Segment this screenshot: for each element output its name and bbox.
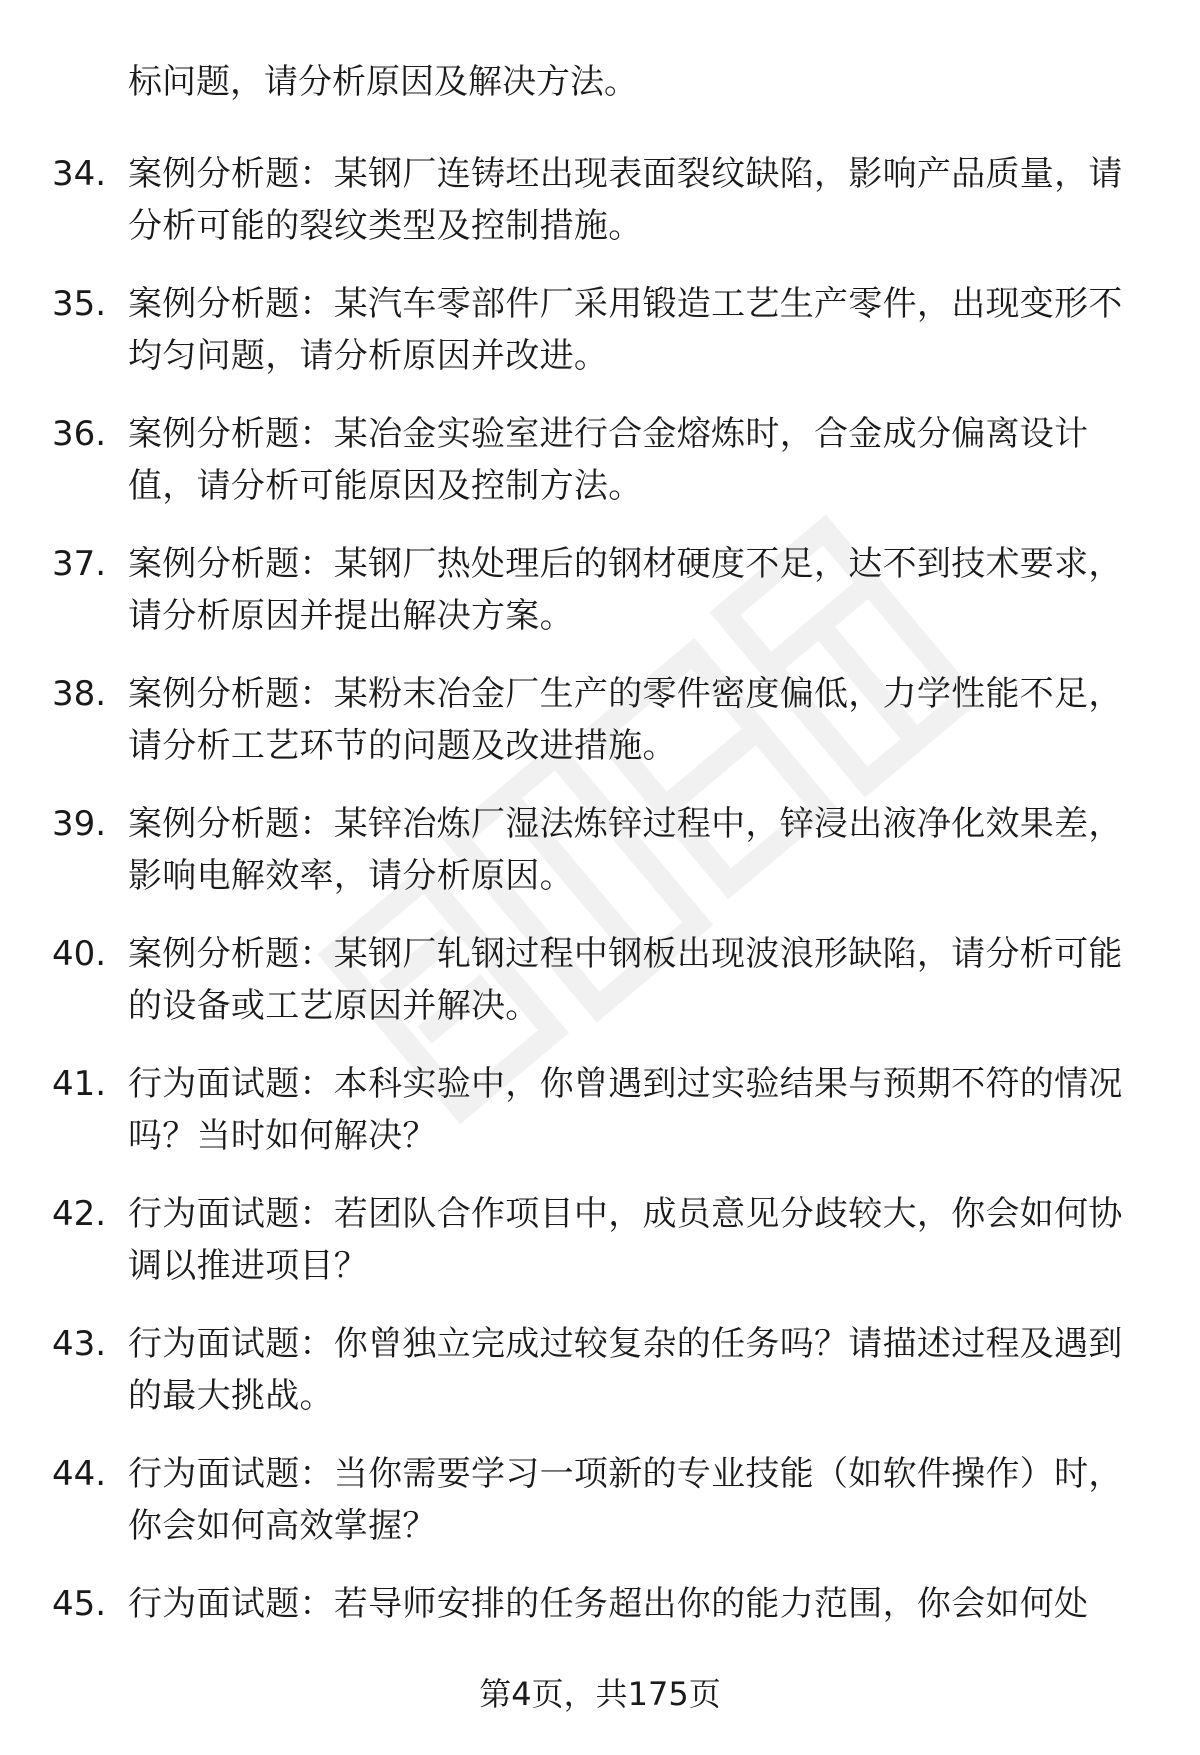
question-number: 39.: [52, 804, 107, 844]
question-text: 案例分析题：某粉末冶金厂生产的零件密度偏低，力学性能不足，请分析工艺环节的问题及改进措施。: [128, 674, 1123, 766]
question-text: 案例分析题：某钢厂轧钢过程中钢板出现波浪形缺陷，请分析可能的设备或工艺原因并解决。: [128, 934, 1123, 1026]
question-item: [0, 278, 1200, 408]
question-text: 行为面试题：若团队合作项目中，成员意见分歧较大，你会如何协调以推进项目？: [128, 1194, 1123, 1286]
question-number: 42.: [52, 1194, 107, 1234]
question-item: [0, 148, 1200, 278]
question-text: 行为面试题：你曾独立完成过较复杂的任务吗？请描述过程及遇到的最大挑战。: [128, 1324, 1123, 1416]
question-number: 43.: [52, 1324, 107, 1364]
question-item: [0, 1448, 1200, 1578]
question-text: 案例分析题：某钢厂连铸坯出现表面裂纹缺陷，影响产品质量，请分析可能的裂纹类型及控制措施。: [128, 154, 1123, 246]
question-number: 36.: [52, 414, 107, 454]
question-number: 38.: [52, 674, 107, 714]
question-number: 34.: [52, 154, 107, 194]
question-text: 案例分析题：某锌冶炼厂湿法炼锌过程中，锌浸出液净化效果差，影响电解效率，请分析原因。: [128, 804, 1123, 896]
question-item: [0, 798, 1200, 928]
question-number: 35.: [52, 284, 107, 324]
question-text: 行为面试题：若导师安排的任务超出你的能力范围，你会如何处: [128, 1584, 1089, 1624]
question-number: 41.: [52, 1064, 107, 1104]
question-number: 37.: [52, 544, 107, 584]
question-text: 行为面试题：本科实验中，你曾遇到过实验结果与预期不符的情况吗？当时如何解决？: [128, 1064, 1123, 1156]
question-item: [0, 408, 1200, 538]
question-number: 40.: [52, 934, 107, 974]
question-number: 45.: [52, 1584, 107, 1624]
question-item: [0, 1318, 1200, 1448]
question-item: [0, 538, 1200, 668]
question-list: [0, 148, 1200, 1708]
question-text: 案例分析题：某汽车零部件厂采用锻造工艺生产零件，出现变形不均匀问题，请分析原因并改进。: [128, 284, 1123, 376]
question-33-continuation: 标问题，请分析原因及解决方法。: [128, 62, 638, 102]
question-text: 行为面试题：当你需要学习一项新的专业技能（如软件操作）时，你会如何高效掌握？: [128, 1454, 1123, 1546]
question-item: [0, 668, 1200, 798]
question-item: [0, 928, 1200, 1058]
question-text: 案例分析题：某钢厂热处理后的钢材硬度不足，达不到技术要求，请分析原因并提出解决方案。: [128, 544, 1123, 636]
page-footer: 第4页，共175页: [479, 1675, 721, 1713]
question-item: [0, 1188, 1200, 1318]
question-item: [0, 1058, 1200, 1188]
question-number: 44.: [52, 1454, 107, 1494]
question-text: 案例分析题：某冶金实验室进行合金熔炼时，合金成分偏离设计值，请分析可能原因及控制方法。: [128, 414, 1089, 506]
